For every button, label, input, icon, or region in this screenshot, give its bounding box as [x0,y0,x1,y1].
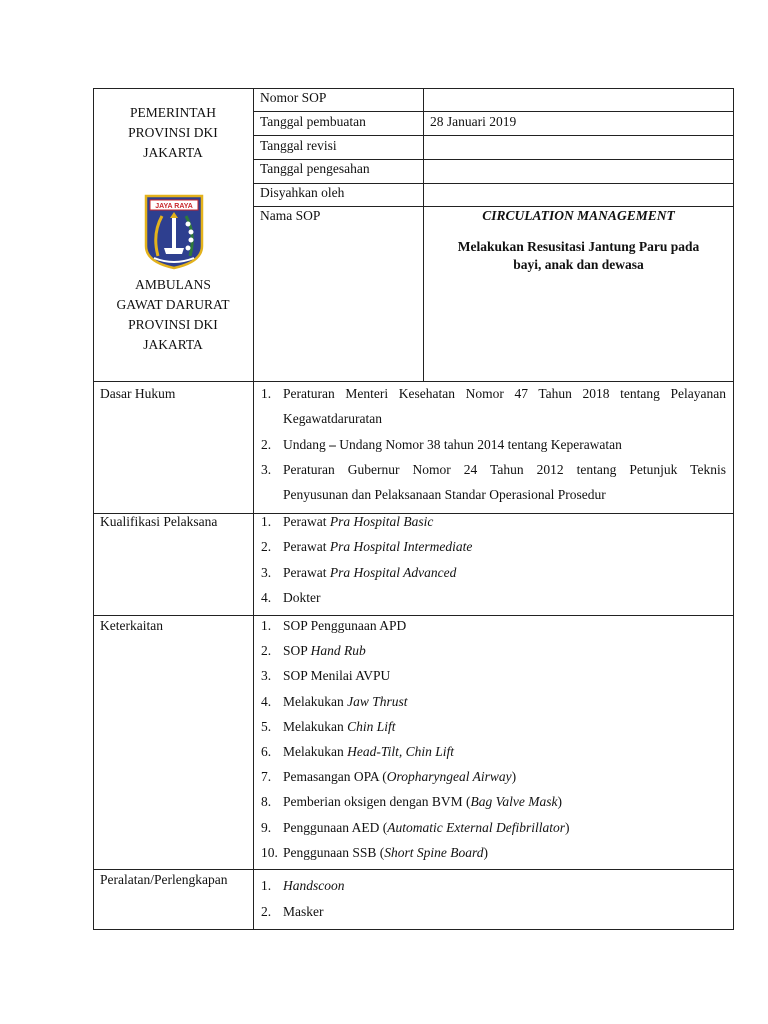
list-number: 2. [261,539,272,555]
jakarta-emblem-icon [144,194,204,270]
unit-line-2: GAWAT DARURAT [116,297,230,312]
row-divider [253,159,734,160]
row-divider [253,206,734,207]
field-label-tanggal-pengesahan: Tanggal pengesahan [260,161,370,176]
section-label-kualifikasi: Kualifikasi Pelaksana [100,514,218,529]
list-item [283,539,472,555]
list-number: 3. [261,668,272,684]
dasar-hukum-item-3-line-1: Peraturan Gubernur Nomor 24 Tahun 2012 tentang Petunjuk Teknis [283,462,726,477]
list-item [283,719,396,735]
item-italic-text: Oropharyngeal Airway [386,769,512,785]
list-number: 2. [261,437,272,452]
list-number: 10. [261,844,278,860]
dasar-hukum-item-1-line-2: Kegawatdaruratan [283,411,382,426]
dasar-hukum-item-1-line-1: Peraturan Menteri Kesehatan Nomor 47 Tahun 2018 tentang Pelayanan [283,386,726,401]
item-text: SOP [283,643,311,659]
item-text: ) [511,769,517,785]
field-label-tanggal-pembuatan: Tanggal pembuatan [260,114,366,129]
list-number: 1. [261,878,272,893]
item-text: Pemberian oksigen dengan BVM ( [283,794,471,810]
list-number: 9. [261,819,272,835]
column-divider [423,88,424,381]
list-number: 8. [261,794,272,810]
list-item [283,904,324,920]
field-label-disyahkan-oleh: Disyahkan oleh [260,185,345,200]
item-italic-text: Pra Hospital Advanced [329,564,457,580]
item-text: ) [564,819,570,835]
table-border-bottom [93,929,734,930]
column-divider [253,88,254,930]
list-number: 1. [261,618,272,633]
item-italic-text: Automatic External Defibrillator [387,819,565,835]
item-text: SOP Penggunaan APD [283,618,407,633]
org-line-1: PEMERINTAH [130,105,216,120]
row-divider [253,183,734,184]
dasar-hukum-item-2 [283,437,622,453]
field-label-tanggal-revisi: Tanggal revisi [260,138,337,153]
field-value-tanggal-pembuatan: 28 Januari 2019 [430,114,517,129]
list-item [283,769,516,785]
item-italic-text: Handscoon [283,878,345,893]
item-text: SOP Menilai AVPU [283,668,391,684]
item-text: Perawat [283,514,330,529]
item-text: Perawat [283,564,330,580]
list-number: 7. [261,769,272,785]
item-italic-text: Bag Valve Mask [470,794,558,810]
item-text: ) [483,844,488,860]
list-item [283,590,321,606]
item-italic-text: Jaw Thrust [347,693,408,709]
item-text: Undang Nomor 38 tahun 2014 tentang Keperawatan [335,437,622,452]
item-text: Melakukan [283,693,348,709]
list-item [283,794,562,810]
list-number: 6. [261,744,272,759]
list-number: 4. [261,589,272,605]
section-divider [93,381,734,382]
section-label-dasar-hukum: Dasar Hukum [100,386,176,401]
list-number: 3. [261,462,272,477]
list-item [283,694,408,710]
list-number: 3. [261,564,272,580]
row-divider [253,111,734,112]
item-text: Perawat [283,539,330,555]
unit-line-4: JAKARTA [143,337,203,352]
unit-line-3: PROVINSI DKI [128,317,218,332]
list-item [283,820,569,836]
item-text: Masker [283,904,324,919]
item-italic-text: Head-Tilt, Chin Lift [347,744,455,759]
org-line-3: JAKARTA [143,145,203,160]
list-item [283,565,456,581]
sop-title: CIRCULATION MANAGEMENT [482,208,675,223]
table-border-right [733,88,734,930]
item-italic-text: Pra Hospital Intermediate [329,539,473,555]
list-number: 2. [261,904,272,919]
item-text: Penggunaan SSB ( [283,844,385,860]
list-number: 5. [261,718,272,734]
section-label-peralatan: Peralatan/Perlengkapan [100,872,228,887]
list-number: 4. [261,693,272,709]
field-label-nomor-sop: Nomor SOP [260,90,327,105]
table-border-top [93,88,734,89]
item-italic-text: Chin Lift [347,718,396,734]
item-text: Melakukan [283,744,348,759]
list-item [283,643,366,659]
section-divider [93,615,734,616]
item-italic-text: Hand Rub [310,643,366,659]
item-italic-text: Short Spine Board [384,844,484,860]
item-text: Melakukan [283,718,348,734]
list-number: 1. [261,386,272,401]
item-italic-text: Pra Hospital Basic [329,514,434,529]
org-line-2: PROVINSI DKI [128,125,218,140]
sop-subtitle-line-1: Melakukan Resusitasi Jantung Paru pada [457,239,700,254]
item-text: Pemasangan OPA ( [283,769,387,785]
list-item [283,618,406,634]
list-item [283,744,454,760]
list-item [283,845,488,861]
list-number: 1. [261,514,272,529]
sop-subtitle-line-2: bayi, anak dan dewasa [513,257,644,272]
dasar-hukum-item-3-line-2: Penyusunan dan Pelaksanaan Standar Operasional Prosedur [283,487,606,502]
unit-line-1: AMBULANS [135,277,211,292]
item-text: Undang [283,437,330,452]
section-divider [93,869,734,870]
row-divider [253,135,734,136]
item-text: ) [557,794,562,810]
list-item [283,878,345,894]
item-dash: – [329,437,336,452]
list-item [283,514,433,530]
section-label-keterkaitan: Keterkaitan [100,618,163,633]
list-number: 2. [261,643,272,659]
logo-text: JAYA RAYA [155,203,193,210]
sop-document [93,88,734,930]
item-text: Penggunaan AED ( [283,819,388,835]
item-text: Dokter [283,589,321,605]
table-border-left [93,88,94,930]
list-item [283,668,390,684]
field-label-nama-sop: Nama SOP [260,208,321,223]
